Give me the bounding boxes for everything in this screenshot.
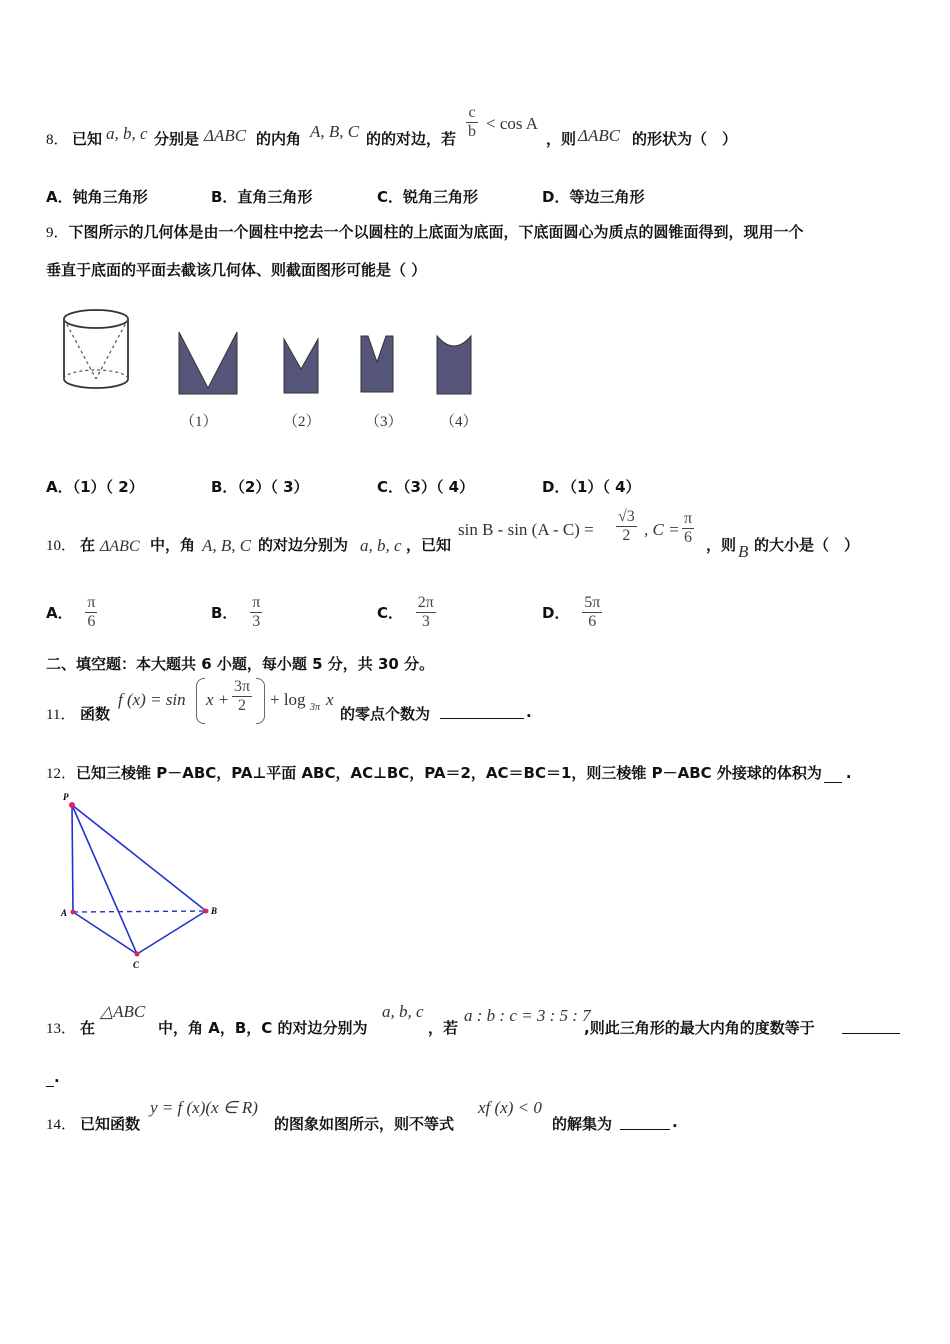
q10-option-c-label: C． <box>377 604 404 622</box>
point-p <box>69 802 75 808</box>
q11-fraction-den: 2 <box>238 697 247 714</box>
q8-fraction-den: b <box>468 123 476 140</box>
point-b <box>204 909 209 914</box>
q14-text-3: 的解集为 <box>552 1115 613 1133</box>
q9-line-2: 垂直于底面的平面去截该几何体、则截面图形可能是（ ） <box>46 261 427 279</box>
question-9 <box>46 221 804 242</box>
q13-continuation <box>46 1068 60 1087</box>
tetrahedron-figure <box>56 792 226 972</box>
q9-line-1: 下图所示的几何体是由一个圆柱中挖去一个以圆柱的上底面为底面，下底面圆心为质点的圆锥面得到，现用一个 <box>68 223 804 241</box>
q8-math-triangle: ΔABC <box>204 126 247 145</box>
label-p: P <box>63 792 69 802</box>
q10-math-sides: a, b, c <box>360 536 402 555</box>
q10-option-b-den: 3 <box>252 613 261 630</box>
q10-option-d-num: 5π <box>584 594 601 611</box>
q10-text-3: 的对边分别为 <box>258 536 349 554</box>
q12-answer-blank[interactable] <box>824 764 842 783</box>
q14-math-function: y = f (x)(x ∈ R) <box>150 1098 258 1117</box>
section-shape-3 <box>358 332 396 396</box>
q8-fraction-num: c <box>466 104 478 123</box>
q9-option-a: A．（1）（ 2） <box>46 478 144 496</box>
q12-end: . <box>845 764 852 782</box>
q10-option-b-label: B． <box>211 604 238 622</box>
q10-text-4: ，已知 <box>406 536 452 554</box>
section-label-4: （4） <box>440 414 478 430</box>
q10-option-b-num: π <box>252 594 261 611</box>
q10-number: 10． <box>46 538 77 554</box>
q11-number: 11． <box>46 707 76 723</box>
q10-option-d-den: 6 <box>588 613 597 630</box>
q11-log-var: x <box>326 690 334 709</box>
q14-end: . <box>672 1113 678 1131</box>
q10-option-c-fraction <box>416 594 436 631</box>
q10-equation-left: sin B - sin (A - C) = <box>458 520 594 539</box>
q8-option-a: A．钝角三角形 <box>46 188 148 206</box>
q13-text-2: 中，角 A，B，C 的对边分别为 <box>158 1019 368 1037</box>
q13-answer-blank-cont[interactable] <box>46 1068 54 1087</box>
q11-text-3: . <box>526 703 532 721</box>
q12-text: 已知三棱锥 P－ABC，PA⊥平面 ABC，AC⊥BC，PA＝2，AC＝BC＝1，则三棱锥 P－ABC 外接球的体积为 <box>76 764 822 782</box>
q14-number: 14． <box>46 1117 77 1133</box>
q10-fraction-sqrt3-num: √3 <box>618 508 635 525</box>
label-a: A <box>61 908 68 918</box>
q10-option-a-num: π <box>87 594 96 611</box>
q13-text-3: ，若 <box>428 1019 459 1037</box>
q8-text-3: 的内角 <box>256 130 302 148</box>
q10-option-b-fraction <box>250 594 262 631</box>
q10-option-d <box>542 594 602 631</box>
label-c: C <box>133 960 140 970</box>
q13-answer-blank[interactable] <box>842 1033 900 1034</box>
q14-math-inequality: xf (x) < 0 <box>478 1098 542 1117</box>
q8-text-6: 的形状为（ ） <box>632 130 738 148</box>
q11-function-left: f (x) = sin <box>118 690 186 709</box>
section-label-2: （2） <box>283 414 321 430</box>
q11-text-1: 函数 <box>80 705 111 723</box>
q10-text-6: 的大小是（ ） <box>754 536 860 554</box>
q10-option-a-label: A． <box>46 604 73 622</box>
q8-option-c: C．锐角三角形 <box>377 188 479 206</box>
section-shape-2 <box>281 335 321 397</box>
q14-text-2: 的图象如图所示，则不等式 <box>274 1115 455 1133</box>
q9-option-b: B．（2）（ 3） <box>211 478 309 496</box>
q10-text-5: ，则 <box>706 536 737 554</box>
q8-text-2: 分别是 <box>154 130 200 148</box>
q8-text-5: ，则 <box>546 130 577 148</box>
q10-fraction-pi6-num: π <box>684 510 693 527</box>
q13-text-4: ,则此三角形的最大内角的度数等于 <box>584 1019 815 1037</box>
q8-inequality: < cos A <box>486 114 539 133</box>
q11-function-x: x + <box>206 690 230 709</box>
section-shape-4 <box>434 332 474 398</box>
q8-option-b: B．直角三角形 <box>211 188 313 206</box>
question-12 <box>46 762 852 783</box>
q11-function-log: + log <box>270 690 306 709</box>
q10-option-c <box>377 594 436 631</box>
q10-text-1: 在 <box>80 536 96 554</box>
q11-left-paren <box>196 678 205 724</box>
label-b: B <box>211 906 218 916</box>
q11-log-base: 3π <box>310 702 321 713</box>
cylinder-with-cone-figure <box>58 305 138 395</box>
q8-math-sides: a, b, c <box>106 124 148 143</box>
q10-text-2: 中，角 <box>150 536 196 554</box>
q9-number: 9． <box>46 225 69 241</box>
section-2-heading: 二、填空题：本大题共 6 小题，每小题 5 分，共 30 分。 <box>46 655 435 673</box>
q13-number: 13． <box>46 1021 77 1037</box>
q8-number: 8． <box>46 132 69 148</box>
q10-math-triangle: ΔABC <box>100 538 140 555</box>
q13-math-ratio: a : b : c = 3 : 5 : 7 <box>464 1006 591 1025</box>
q10-math-angles: A, B, C <box>202 536 252 555</box>
q8-text-4: 的的对边，若 <box>366 130 457 148</box>
q14-answer-blank[interactable] <box>620 1129 670 1130</box>
q10-option-d-label: D． <box>542 604 570 622</box>
q10-option-b <box>211 594 262 631</box>
q11-fraction <box>232 678 252 715</box>
q10-option-c-den: 3 <box>421 613 430 630</box>
q10-fraction-pi6-den: 6 <box>684 529 693 546</box>
section-label-1: （1） <box>180 414 218 430</box>
q10-math-b: B <box>738 542 749 561</box>
section-shape-1 <box>176 328 240 398</box>
q8-text-1: 已知 <box>72 130 103 148</box>
q10-option-a <box>46 594 97 631</box>
q9-option-c: C．（3）（ 4） <box>377 478 475 496</box>
q8-math-angles: A, B, C <box>310 122 360 141</box>
q10-equation-mid: , C = <box>644 520 680 539</box>
point-a <box>71 910 76 915</box>
q11-right-paren <box>256 678 265 724</box>
q11-fraction-num: 3π <box>234 678 251 695</box>
q10-option-a-fraction <box>85 594 97 631</box>
q8-option-d: D．等边三角形 <box>542 188 645 206</box>
point-c <box>135 952 140 957</box>
q10-fraction-pi6 <box>682 510 694 547</box>
section-label-3: （3） <box>365 414 403 430</box>
q12-number: 12． <box>46 766 77 782</box>
q9-option-d: D．（1）（ 4） <box>542 478 641 496</box>
q10-fraction-sqrt3-den: 2 <box>622 527 631 544</box>
q14-text-1: 已知函数 <box>80 1115 141 1133</box>
q10-option-a-den: 6 <box>87 613 96 630</box>
q13-math-triangle: △ABC <box>100 1002 146 1021</box>
q13-text-1: 在 <box>80 1019 96 1037</box>
q8-fraction <box>466 104 478 141</box>
q13-end: . <box>54 1068 60 1086</box>
q10-fraction-sqrt3 <box>616 508 637 545</box>
q8-math-triangle-2: ΔABC <box>578 126 621 145</box>
q10-option-d-fraction <box>582 594 602 631</box>
q11-text-2: 的零点个数为 <box>340 705 431 723</box>
q11-answer-blank[interactable] <box>440 718 524 719</box>
q10-option-c-num: 2π <box>417 594 434 611</box>
q13-math-sides: a, b, c <box>382 1002 424 1021</box>
